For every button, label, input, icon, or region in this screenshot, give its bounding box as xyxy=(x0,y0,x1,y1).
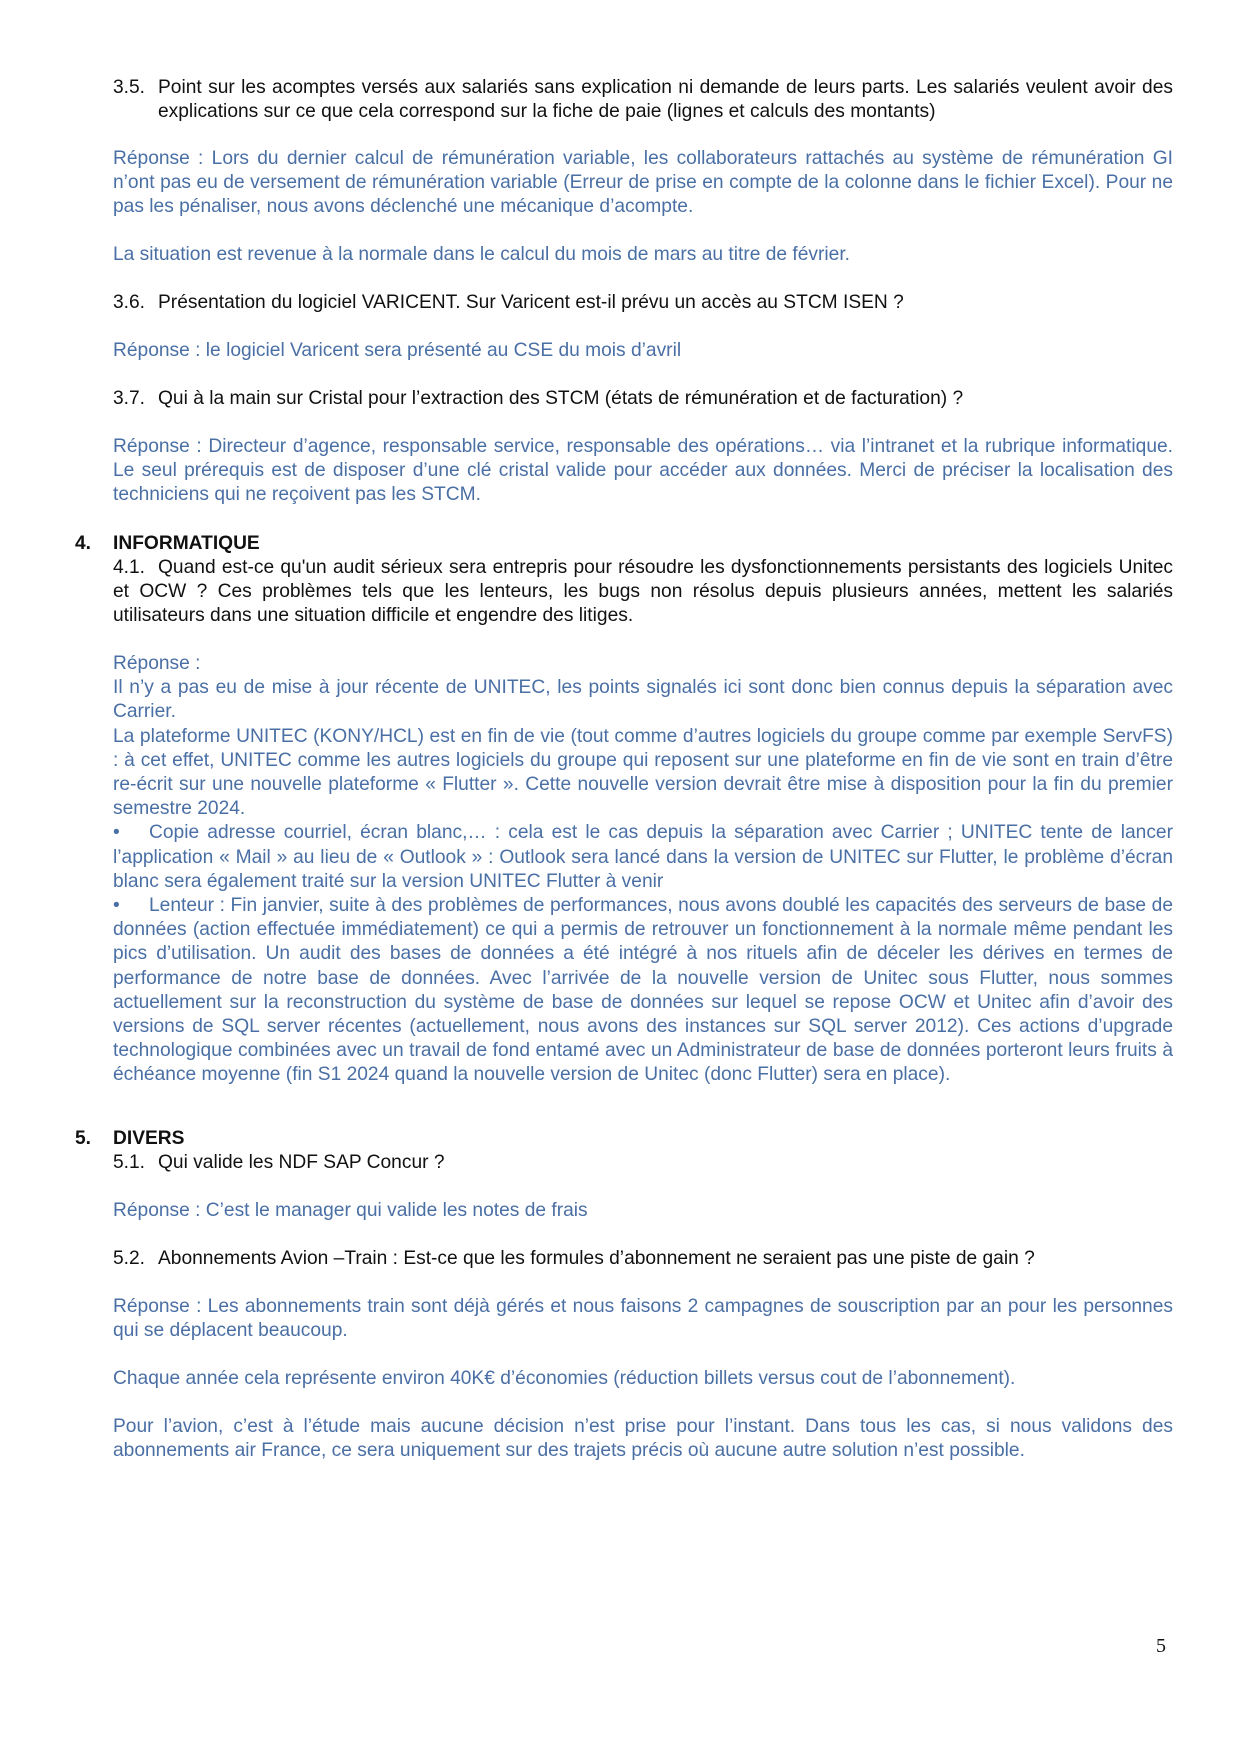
bullet-text: Copie adresse courriel, écran blanc,… : cela est le cas depuis la séparation avec Carrier ; UNITEC tente de lancer l’application « Mail » au lieu de « Outlook » : Outlook sera lancé dans la version de UNITEC sur Flutter, le problème d’écran blanc sera également traité sur la version UNITEC Flutter à venir xyxy=(113,822,1173,892)
answer-5-2-savings: Chaque année cela représente environ 40K€ d’économies (réduction billets versus cout de l’abonnement). xyxy=(113,1368,1016,1389)
question-3-5 xyxy=(113,76,1173,124)
answer-5-1: Réponse : C’est le manager qui valide les notes de frais xyxy=(113,1200,588,1221)
answer-bullet-item xyxy=(113,821,1173,894)
section-number: 4. xyxy=(75,533,92,554)
answer-paragraph: Il n’y a pas eu de mise à jour récente de UNITEC, les points signalés ici sont donc bien connus depuis la séparation avec Carrier. xyxy=(113,677,1173,723)
question-3-7 xyxy=(113,387,1173,411)
bullet-marker: • xyxy=(113,822,120,844)
question-5-2 xyxy=(113,1247,1173,1271)
section-title: INFORMATIQUE xyxy=(113,533,260,554)
page-number: 5 xyxy=(1156,1635,1166,1657)
answer-paragraph: La plateforme UNITEC (KONY/HCL) est en fin de vie (tout comme d’autres logiciels du groupe comme par exemple ServFS) : à cet effet, UNITEC comme les autres logiciels du groupe qui reposent sur une plateforme en fin de vie sont en train d’être re-écrit sur une nouvelle plateforme « Flutter ». Cette nouvelle version devrait être mise à disposition pour la fin du premier semestre 2024. xyxy=(113,725,1173,820)
question-text: Qui à la main sur Cristal pour l’extraction des STCM (états de rémunération et de facturation) ? xyxy=(158,388,964,409)
answer-3-7: Réponse : Directeur d’agence, responsable service, responsable des opérations… via l’intranet et la rubrique informatique. Le seul prérequis est de disposer d’une clé cristal valide pour accéder aux données. Merci de préciser la localisation des techniciens qui ne reçoivent pas les STCM. xyxy=(113,436,1173,506)
question-number: 5.1. xyxy=(113,1152,146,1173)
question-text: Qui valide les NDF SAP Concur ? xyxy=(158,1152,445,1173)
answer-3-5: Réponse : Lors du dernier calcul de rémunération variable, les collaborateurs rattachés au système de rémunération GI n’ont pas eu de versement de rémunération variable (Erreur de prise en compte de la colonne dans le fichier Excel). Pour ne pas les pénaliser, nous avons déclenché une mécanique d’acompte. xyxy=(113,148,1173,218)
question-text: Présentation du logiciel VARICENT. Sur Varicent est-il prévu un accès au STCM ISEN ? xyxy=(158,292,904,313)
question-number: 3.6. xyxy=(113,292,146,313)
question-text: Quand est-ce qu'un audit sérieux sera entrepris pour résoudre les dysfonctionnements persistants des logiciels Unitec et OCW ? Ces problèmes tels que les lenteurs, les bugs non résolus depuis plusieurs années, mettent les salariés utilisateurs dans une situation difficile et engendre des litiges. xyxy=(113,557,1173,627)
question-4-1 xyxy=(113,556,1173,629)
question-number: 3.5. xyxy=(113,77,146,98)
question-text: Point sur les acomptes versés aux salariés sans explication ni demande de leurs parts. Les salariés veulent avoir des explications sur ce que cela correspond sur la fiche de paie (lignes et calculs des montants) xyxy=(158,77,1173,123)
answer-3-5-followup: La situation est revenue à la normale dans le calcul du mois de mars au titre de février. xyxy=(113,244,850,265)
answer-label: Réponse : xyxy=(113,653,201,674)
answer-5-2: Réponse : Les abonnements train sont déjà gérés et nous faisons 2 campagnes de souscription par an pour les personnes qui se déplacent beaucoup. xyxy=(113,1296,1173,1342)
question-text: Abonnements Avion –Train : Est-ce que les formules d’abonnement ne seraient pas une piste de gain ? xyxy=(158,1248,1035,1269)
question-3-6 xyxy=(113,291,1173,315)
answer-4-1 xyxy=(113,652,1173,1088)
bullet-text: Lenteur : Fin janvier, suite à des problèmes de performances, nous avons doublé les capacités des serveurs de base de données (action effectuée immédiatement) ce qui a permis de retrouver un fonctionnement à la normale même pendant les pics d’utilisation. Un audit des bases de données a été intégré à nos rituels afin de déceler les dérives en termes de performance de notre base de données. Avec l’arrivée de la nouvelle version de Unitec sous Flutter, nous sommes actuellement sur la reconstruction du système de base de données sur lequel se repose OCW et Unitec afin d’avoir des versions de SQL server récentes (actuellement, nous avons des instances sur SQL server 2012). Ces actions d’upgrade technologique combinées avec un travail de fond entamé avec un Administrateur de base de données porteront leurs fruits à échéance moyenne (fin S1 2024 quand la nouvelle version de Unitec (donc Flutter) sera en place). xyxy=(113,895,1173,1086)
question-number: 4.1. xyxy=(113,557,146,578)
section-number: 5. xyxy=(75,1128,92,1149)
answer-5-2-airline: Pour l’avion, c’est à l’étude mais aucune décision n’est prise pour l’instant. Dans tous les cas, si nous validons des abonnements air France, ce sera uniquement sur des trajets précis où aucune autre solution n’est possible. xyxy=(113,1416,1173,1462)
question-number: 3.7. xyxy=(113,388,146,409)
answer-bullet-item xyxy=(113,894,1173,1088)
question-number: 5.2. xyxy=(113,1248,146,1269)
answer-3-6: Réponse : le logiciel Varicent sera présenté au CSE du mois d’avril xyxy=(113,340,682,361)
question-5-1 xyxy=(113,1151,1173,1175)
section-heading-4 xyxy=(75,532,675,556)
bullet-marker: • xyxy=(113,895,120,917)
section-heading-5 xyxy=(75,1127,675,1151)
section-title: DIVERS xyxy=(113,1128,185,1149)
